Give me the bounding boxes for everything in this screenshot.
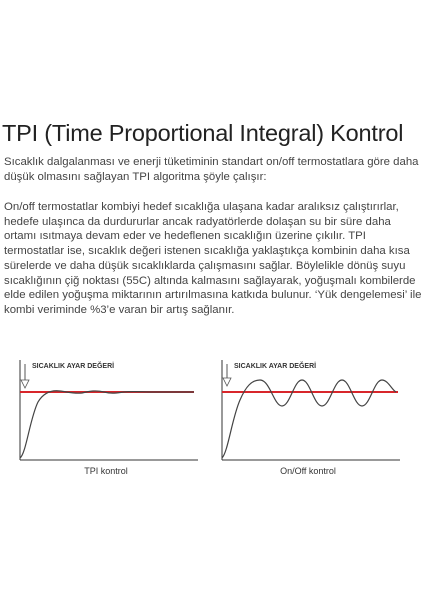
setpoint-label: SICAKLIK AYAR DEĞERİ bbox=[32, 363, 115, 370]
onoff-chart bbox=[214, 358, 402, 476]
page-title: TPI (Time Proportional Integral) Kontrol bbox=[2, 120, 404, 146]
temperature-curve bbox=[20, 391, 194, 458]
setpoint-arrow-head bbox=[21, 380, 29, 388]
setpoint-label: SICAKLIK AYAR DEĞERİ bbox=[234, 363, 317, 370]
setpoint-arrow-head bbox=[223, 378, 231, 386]
intro-paragraph: Sıcaklık dalgalanması ve enerji tüketiminin standart on/off termostatlara göre daha düşük olmasını sağlayan TPI algoritma şöyle çalışır: bbox=[4, 156, 419, 183]
body-paragraph: On/off termostatlar kombiyi hedef sıcaklığa ulaşana kadar aralıksız çalıştırırlar, hedefe ulaşınca da durdururlar ancak radyatörlerde dolaşan su bir süre daha ortamı ısıtmaya devam eder ve hedeflenen sıcaklığın üzerine çıkılır. TPI termostatlar ise, sıcaklık değeri istenen sıcaklığa yaklaştıkça kombinin daha kısa sürelerde ve daha düşük sıcaklıklarda çalışmasını sağlar. Böylelikle dönüş suyu sıcaklığının çiğ noktası (55C) altında kalmasını sağlayarak, yoğuşmalı kombilerde elde edilen yoğuşma miktarının artırılmasına katkıda bulunur. ‘Yük dengelemesi’ ile kombi veriminde %3’e varan bir artış sağlanır. bbox=[4, 201, 422, 316]
tpi-chart bbox=[12, 358, 200, 476]
tpi-chart-caption: TPI kontrol bbox=[84, 466, 128, 476]
onoff-chart-caption: On/Off kontrol bbox=[280, 466, 336, 476]
